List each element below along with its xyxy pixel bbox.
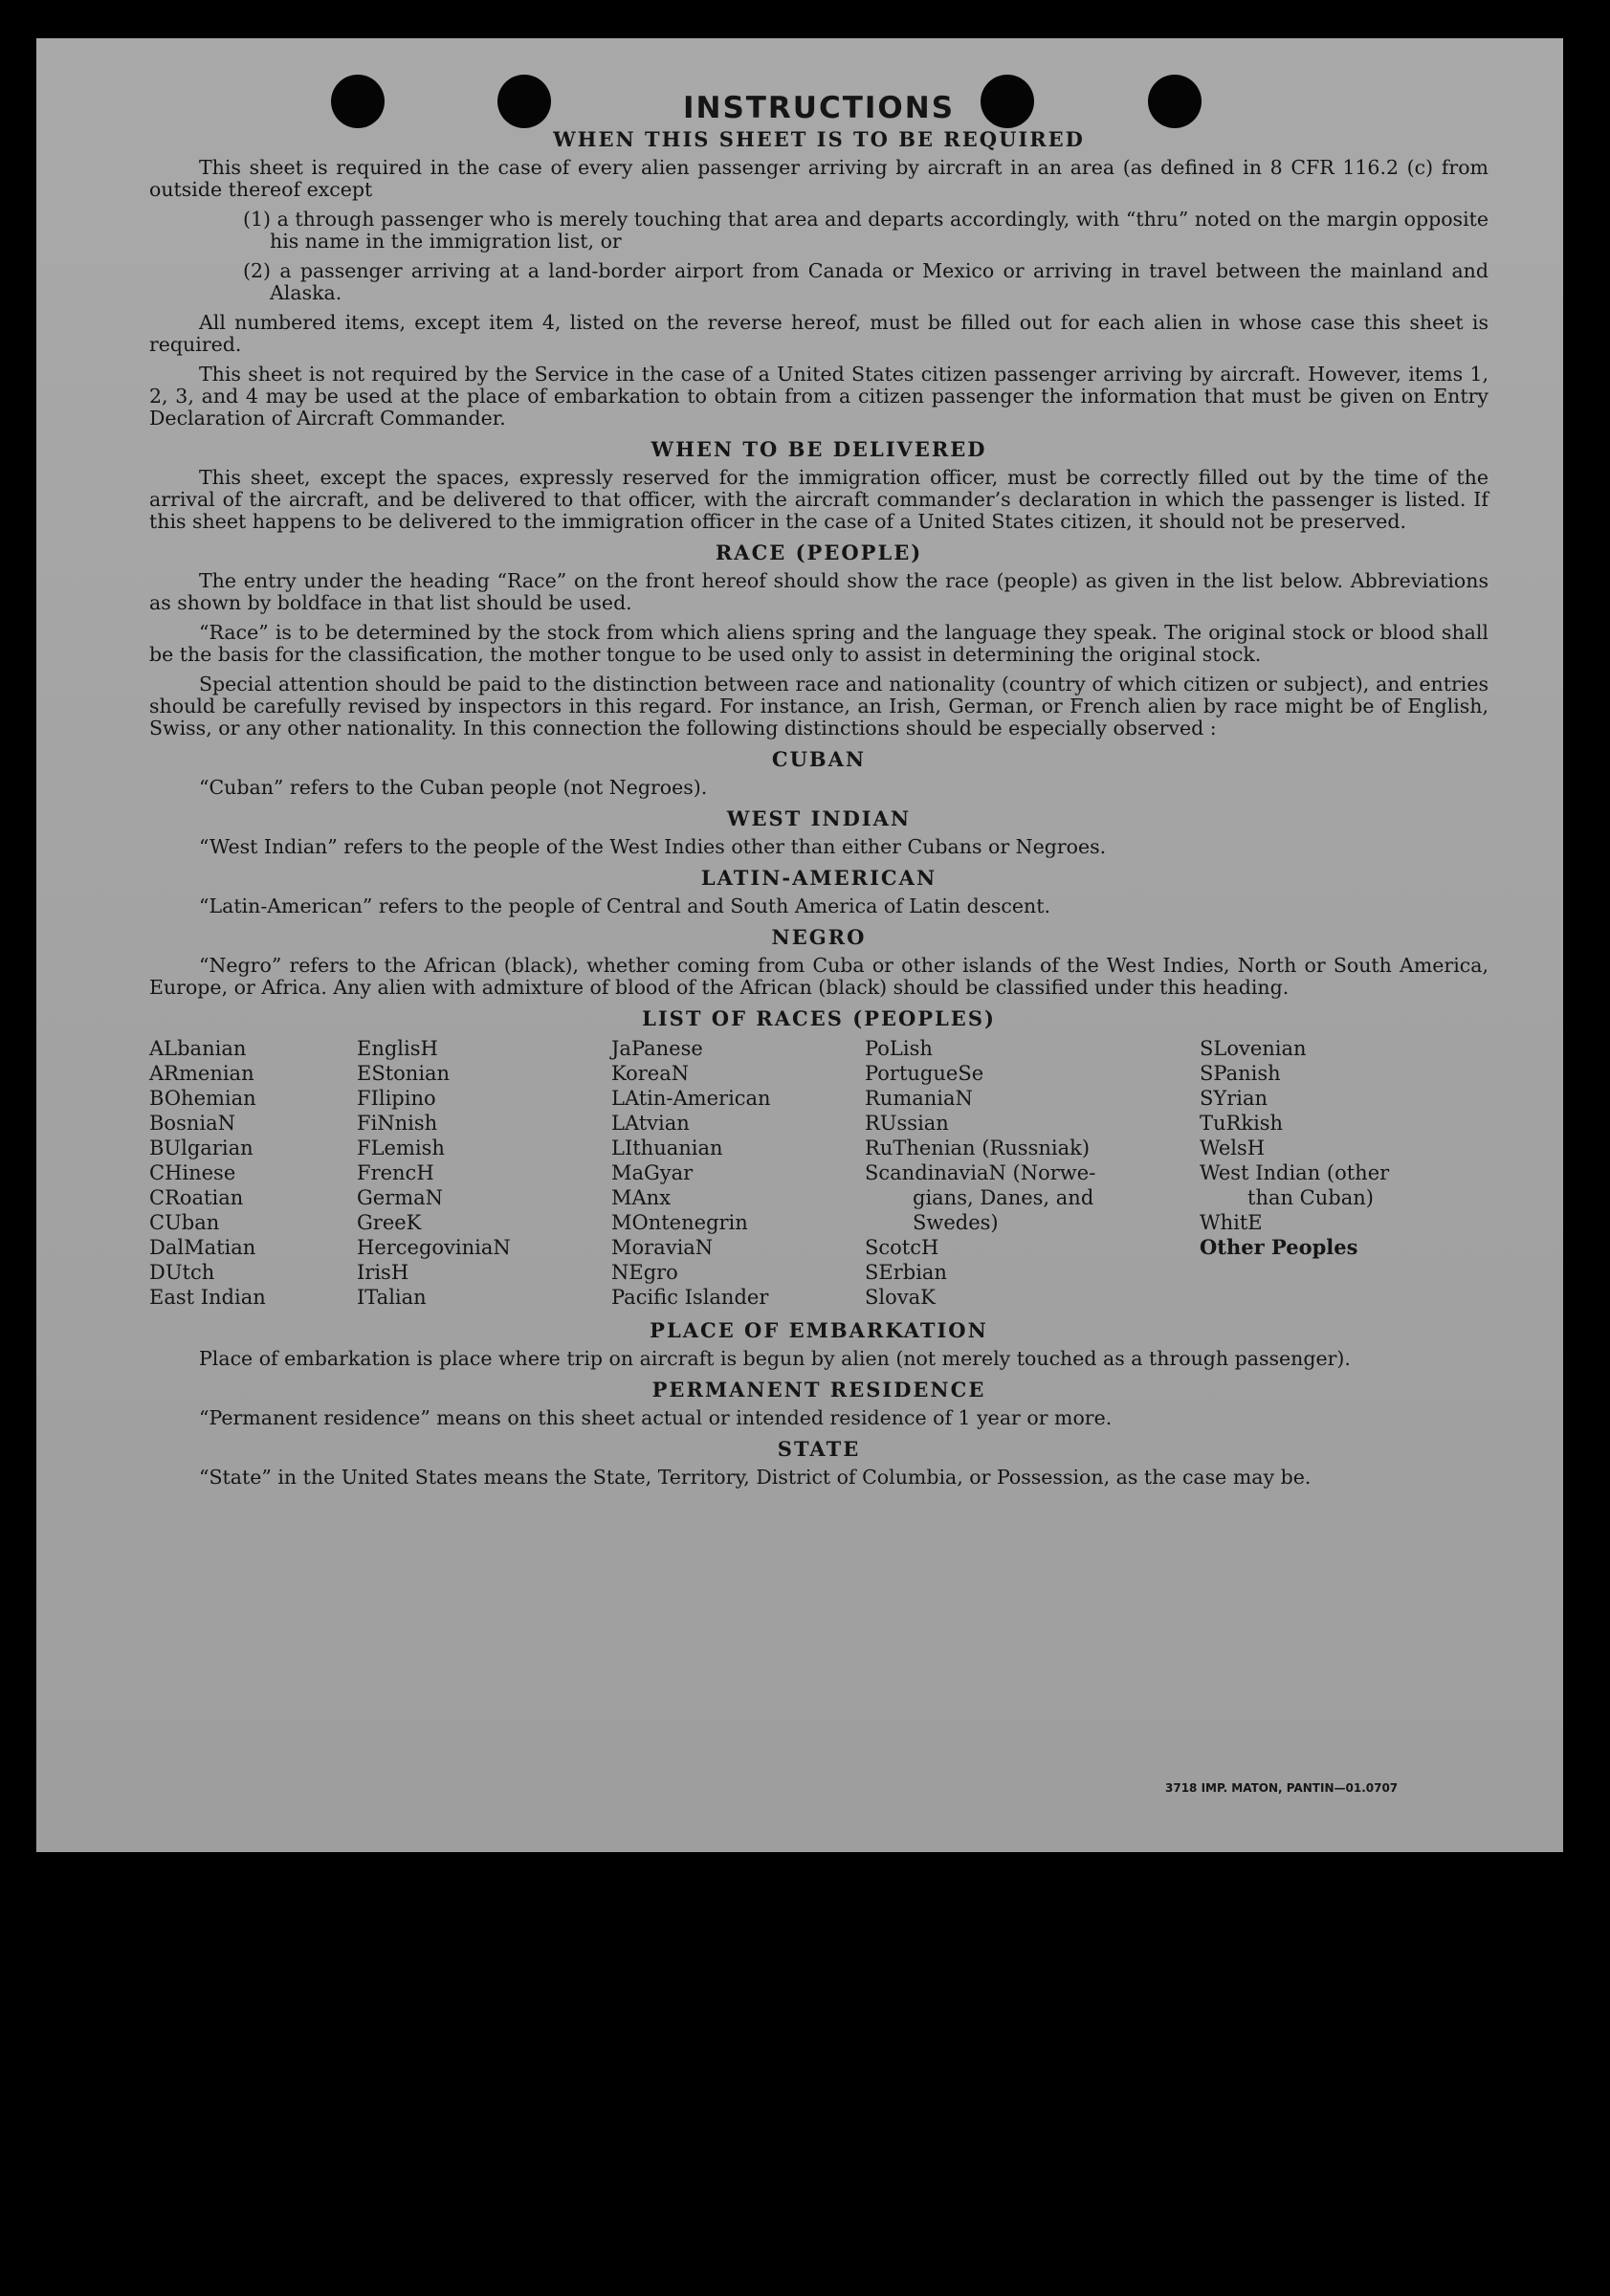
page-title: INSTRUCTIONS [682, 91, 956, 125]
section-heading: LATIN-AMERICAN [700, 866, 937, 890]
paragraph: “Negro” refers to the African (black), whether coming from Cuba or other islands of the West Indies, North or South America, Europe, or Africa. Any alien with admixture of blood of the African (black) should be classified under this heading. [149, 954, 1489, 999]
races-column-2 [357, 1036, 611, 1310]
race-entry: ARmenian [149, 1062, 254, 1085]
section-heading: PLACE OF EMBARKATION [650, 1318, 988, 1342]
race-entry: CHinese [149, 1161, 236, 1184]
race-entry: CUban [149, 1211, 220, 1234]
race-entry: HercegoviniaN [357, 1236, 511, 1259]
section-heading: PERMANENT RESIDENCE [651, 1378, 986, 1402]
race-entry: SPanish [1200, 1062, 1281, 1085]
instructions-text [149, 91, 1489, 1496]
races-list [149, 1036, 1489, 1310]
races-column-3 [611, 1036, 865, 1310]
race-entry: WhitE [1200, 1211, 1263, 1234]
race-entry: BUlgarian [149, 1137, 254, 1159]
race-entry: EStonian [357, 1062, 451, 1085]
section-heading: WEST INDIAN [726, 806, 912, 830]
race-entry: SYrian [1200, 1087, 1268, 1110]
race-entry: NEgro [611, 1261, 678, 1284]
race-entry: ScandinaviaN (Norwe- [865, 1161, 1096, 1184]
race-entry: RumaniaN [865, 1087, 973, 1110]
paragraph: This sheet is required in the case of every alien passenger arriving by aircraft in an area (as defined in 8 CFR 116.2 (c) from outside thereof except [149, 156, 1489, 201]
race-entry: DalMatian [149, 1236, 256, 1259]
races-column-1 [149, 1036, 357, 1310]
race-entry: RuThenian (Russniak) [865, 1137, 1091, 1159]
race-entry: FLemish [357, 1137, 445, 1159]
paragraph: All numbered items, except item 4, listed on the reverse hereof, must be filled out for each alien in whose case this sheet is required. [149, 311, 1489, 356]
race-entry: Other Peoples [1200, 1235, 1358, 1259]
form-number: 3718 IMP. MATON, PANTIN—01.0707 [1165, 1781, 1399, 1795]
section-heading: LIST OF RACES (PEOPLES) [642, 1006, 996, 1030]
race-entry: PoLish [865, 1037, 933, 1060]
race-entry: RUssian [865, 1112, 949, 1135]
paragraph: This sheet, except the spaces, expressly reserved for the immigration officer, must be correctly filled out by the time of the arrival of the aircraft, and be delivered to that officer, with the aircraft commander’s declaration in which the passenger is listed. If this sheet happens to be delivered to the immigration officer in the case of a United States citizen, it should not be preserved. [149, 466, 1489, 533]
race-entry: FIlipino [357, 1087, 436, 1110]
race-entry: EnglisH [357, 1037, 438, 1060]
race-entry: LAtvian [611, 1112, 690, 1135]
section-heading: STATE [777, 1437, 861, 1461]
race-entry: BOhemian [149, 1087, 256, 1110]
paragraph: “Permanent residence” means on this sheet actual or intended residence of 1 year or more. [199, 1406, 1113, 1429]
race-entry: Pacific Islander [611, 1286, 769, 1309]
paragraph: Place of embarkation is place where trip on aircraft is begun by alien (not merely touched as a through passenger). [199, 1347, 1351, 1370]
section-heading: WHEN THIS SHEET IS TO BE REQUIRED [553, 127, 1085, 151]
paragraph: “West Indian” refers to the people of the West Indies other than either Cubans or Negroes. [199, 835, 1107, 858]
race-entry: than Cuban) [1247, 1186, 1374, 1209]
race-entry: LIthuanian [611, 1137, 723, 1159]
race-entry: KoreaN [611, 1062, 690, 1085]
race-entry: Swedes) [913, 1211, 999, 1234]
paragraph: Special attention should be paid to the distinction between race and nationality (country of which citizen or subject), and entries should be carefully revised by inspectors in this regard. For instance, an Irish, German, or French alien by race might be of English, Swiss, or any other nationality. In this connection the following distinctions should be especially observed : [149, 673, 1489, 740]
paragraph: “State” in the United States means the State, Territory, District of Columbia, or Possession, as the case may be. [199, 1466, 1312, 1489]
race-entry: MAnx [611, 1186, 672, 1209]
race-entry: East Indian [149, 1286, 266, 1309]
race-entry: FiNnish [357, 1112, 438, 1135]
paragraph: “Race” is to be determined by the stock from which aliens spring and the language they speak. The original stock or blood shall be the basis for the classification, the mother tongue to be used only to assist in determining the original stock. [149, 621, 1489, 666]
race-entry: DUtch [149, 1261, 215, 1284]
race-entry: JaPanese [611, 1037, 703, 1060]
list-item: (2) a passenger arriving at a land-border airport from Canada or Mexico or arriving in travel between the mainland and Alaska. [243, 259, 1489, 304]
races-column-5 [1200, 1036, 1448, 1310]
race-entry: ALbanian [149, 1037, 247, 1060]
race-entry: FrencH [357, 1161, 434, 1184]
paragraph: The entry under the heading “Race” on the front hereof should show the race (people) as given in the list below. Abbreviations as shown by boldface in that list should be used. [149, 569, 1489, 614]
race-entry: SErbian [865, 1261, 947, 1284]
section-heading: RACE (PEOPLE) [715, 541, 923, 564]
race-entry: MaGyar [611, 1161, 694, 1184]
race-entry: CRoatian [149, 1186, 244, 1209]
race-entry: IrisH [357, 1261, 409, 1284]
list-item: (1) a through passenger who is merely touching that area and departs accordingly, with “thru” noted on the margin opposite his name in the immigration list, or [243, 208, 1489, 253]
paragraph: “Latin-American” refers to the people of Central and South America of Latin descent. [199, 894, 1050, 917]
race-entry: MoraviaN [611, 1236, 714, 1259]
section-heading: CUBAN [771, 747, 867, 771]
section-heading: NEGRO [771, 925, 867, 949]
race-entry: MOntenegrin [611, 1211, 748, 1234]
race-entry: ITalian [357, 1286, 427, 1309]
race-entry: SLovenian [1200, 1037, 1307, 1060]
section-heading: WHEN TO BE DELIVERED [651, 437, 987, 461]
races-column-4 [865, 1036, 1200, 1310]
paragraph: “Cuban” refers to the Cuban people (not Negroes). [199, 776, 708, 799]
race-entry: LAtin-American [611, 1087, 771, 1110]
paragraph: This sheet is not required by the Service in the case of a United States citizen passenger arriving by aircraft. However, items 1, 2, 3, and 4 may be used at the place of embarkation to obtain from a citizen passenger the information that must be given on Entry Declaration of Aircraft Commander. [149, 363, 1489, 430]
document-sheet [36, 38, 1563, 1852]
race-entry: BosniaN [149, 1112, 235, 1135]
race-entry: SlovaK [865, 1286, 936, 1309]
race-entry: ScotcH [865, 1236, 939, 1259]
race-entry: gians, Danes, and [913, 1186, 1094, 1209]
race-entry: GermaN [357, 1186, 444, 1209]
race-entry: TuRkish [1200, 1112, 1284, 1135]
race-entry: West Indian (other [1200, 1161, 1390, 1184]
race-entry: PortugueSe [865, 1062, 984, 1085]
race-entry: GreeK [357, 1211, 422, 1234]
race-entry: WelsH [1200, 1137, 1266, 1159]
